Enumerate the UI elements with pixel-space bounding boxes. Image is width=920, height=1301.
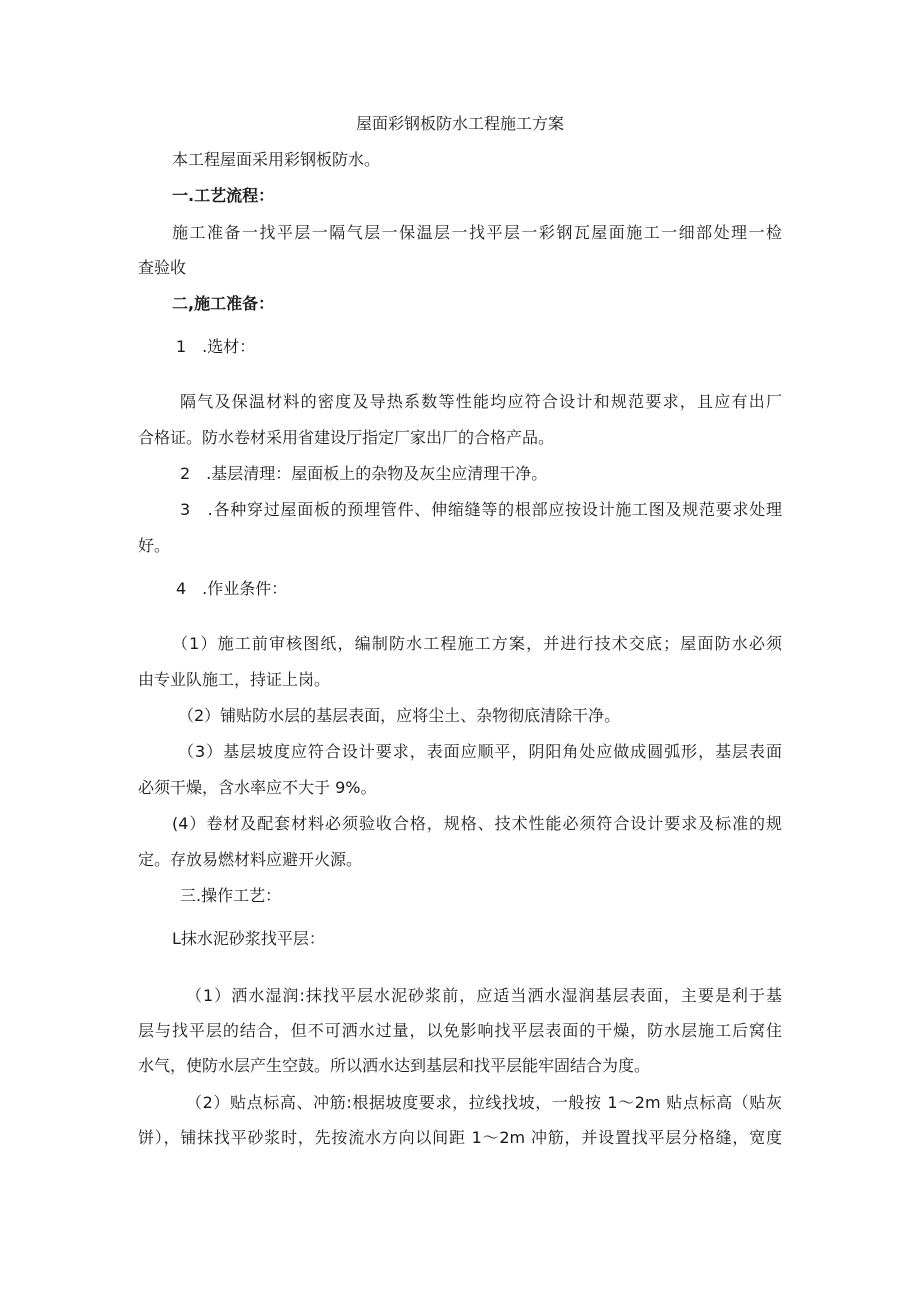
process-flow-line: 查验收 [138, 258, 187, 277]
paragraph-line: 必须干燥，含水率应不大于 9%。 [138, 778, 377, 797]
paragraph-line: 3 .各种穿过屋面板的预埋管件、伸缩缝等的根部应按设计施工图及规范要求处理 [180, 500, 782, 519]
section-heading-preparation: 二,施工准备： [172, 294, 275, 313]
paragraph-line: （1）洒水湿润:抹找平层水泥砂浆前，应适当洒水湿润基层表面，主要是利于基 [186, 986, 782, 1005]
paragraph-line: （2）铺贴防水层的基层表面，应将尘土、杂物彻底清除干净。 [178, 706, 621, 725]
document-title: 屋面彩钢板防水工程施工方案 [355, 114, 564, 133]
paragraph-line: 定。存放易燃材料应避开火源。 [138, 850, 363, 869]
item-label-materials: 1 .选材： [176, 337, 256, 356]
item-label-conditions: 4 .作业条件： [176, 579, 288, 598]
paragraph-line: 层与找平层的结合，但不可洒水过量，以免影响找平层表面的干燥，防水层施工后窝住 [138, 1021, 782, 1040]
intro-text: 本工程屋面采用彩钢板防水。 [172, 150, 381, 169]
paragraph-line: 隔气及保温材料的密度及导热系数等性能均应符合设计和规范要求，且应有出厂 [180, 392, 782, 411]
paragraph-line: 好。 [138, 536, 171, 555]
process-flow-line: 施工准备一找平层一隔气层一保温层一找平层一彩钢瓦屋面施工一细部处理一检 [172, 223, 782, 242]
sub-heading-leveling: L抹水泥砂浆找平层： [172, 929, 325, 948]
section-heading-process: 一.工艺流程： [172, 186, 275, 205]
paragraph-line: （1）施工前审核图纸，编制防水工程施工方案，并进行技术交底；屋面防水必须 [172, 634, 782, 653]
paragraph-line: (4）卷材及配套材料必须验收合格，规格、技术性能必须符合设计要求及标准的规 [172, 814, 782, 833]
paragraph-line: 饼），铺抹找平砂浆时，先按流水方向以间距 1～2m 冲筋，并设置找平层分格缝，宽度 [138, 1128, 782, 1147]
paragraph-line: 水气，使防水层产生空鼓。所以洒水达到基层和找平层能牢固结合为度。 [138, 1056, 651, 1075]
paragraph-line: 合格证。防水卷材采用省建设厅指定厂家出厂的合格产品。 [138, 428, 555, 447]
paragraph-line: （3）基层坡度应符合设计要求，表面应顺平，阴阳角处应做成圆弧形，基层表面 [178, 742, 782, 761]
paragraph-line: 由专业队施工，持证上岗。 [138, 670, 331, 689]
item-base-cleaning: 2 .基层清理：屋面板上的杂物及灰尘应清理干净。 [180, 464, 548, 483]
section-heading-operation: 三.操作工艺： [180, 886, 282, 905]
paragraph-line: （2）贴点标高、冲筋:根据坡度要求，拉线找坡，一般按 1～2m 贴点标高（贴灰 [186, 1093, 782, 1112]
